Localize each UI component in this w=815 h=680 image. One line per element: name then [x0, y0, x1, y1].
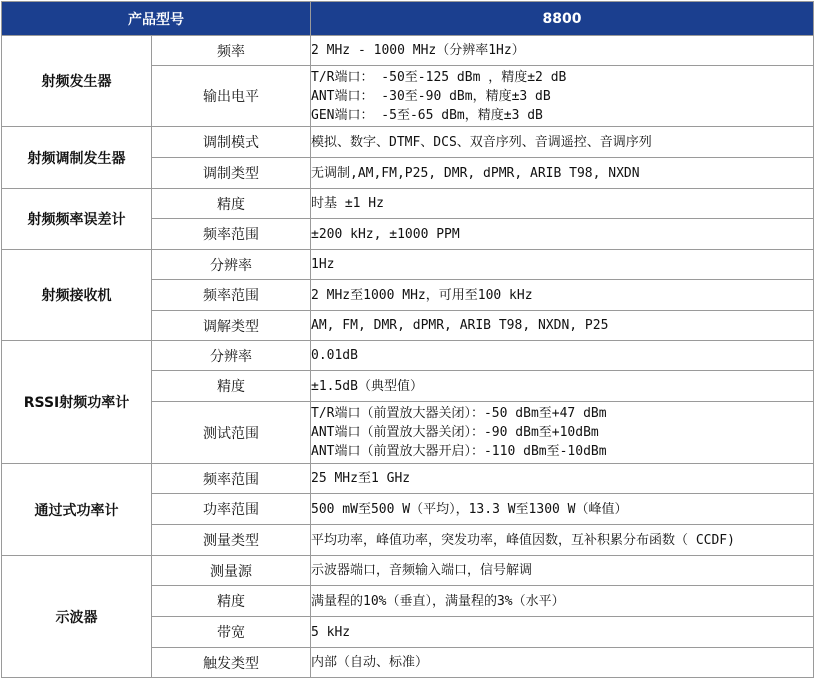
value-line: 2 MHz - 1000 MHz（分辨率1Hz）	[311, 43, 525, 58]
value-line: 500 mW至500 W（平均），13.3 W至1300 W（峰值）	[311, 501, 628, 517]
value-cell	[311, 341, 814, 371]
parameter-cell: 频率	[152, 36, 311, 66]
value-line: ±1.5dB（典型值）	[311, 378, 423, 394]
parameter-cell: 功率范围	[152, 494, 311, 525]
value-line: ±200 kHz, ±1000 PPM	[311, 226, 460, 242]
value-line: GEN端口： -5至-65 dBm，精度±3 dB	[311, 107, 543, 123]
value-line: 模拟、数字、DTMF、DCS、双音序列、音调遥控、音调序列	[311, 134, 652, 150]
value-line: 满量程的10%（垂直），满量程的3%（水平）	[311, 593, 565, 609]
value-cell	[311, 586, 814, 617]
value-cell	[311, 66, 814, 127]
parameter-cell: 测量源	[152, 556, 311, 586]
value-cell	[311, 648, 814, 678]
value-cell	[311, 464, 814, 494]
header-model-label: 产品型号	[2, 2, 311, 36]
value-line: ANT端口： -30至-90 dBm，精度±3 dB	[311, 88, 551, 104]
value-cell	[311, 36, 814, 66]
parameter-cell: 调解类型	[152, 311, 311, 341]
parameter-cell: 精度	[152, 189, 311, 219]
value-cell	[311, 158, 814, 189]
category-cell: 射频调制发生器	[2, 127, 152, 189]
parameter-cell: 频率范围	[152, 219, 311, 250]
spec-row	[2, 36, 814, 66]
value-line: 25 MHz至1 GHz	[311, 471, 411, 486]
header-row	[2, 2, 814, 36]
spec-table	[1, 1, 814, 678]
value-cell	[311, 525, 814, 556]
value-cell	[311, 219, 814, 250]
value-cell	[311, 371, 814, 402]
category-cell: RSSI射频功率计	[2, 341, 152, 464]
category-cell: 通过式功率计	[2, 464, 152, 556]
value-line: 平均功率，峰值功率，突发功率，峰值因数，互补积累分布函数（ CCDF)	[311, 532, 735, 548]
parameter-cell: 调制模式	[152, 127, 311, 158]
value-cell	[311, 494, 814, 525]
value-cell	[311, 280, 814, 311]
value-cell	[311, 189, 814, 219]
parameter-cell: 测量类型	[152, 525, 311, 556]
value-cell	[311, 556, 814, 586]
value-line: 2 MHz至1000 MHz，可用至100 kHz	[311, 287, 533, 303]
spec-row	[2, 341, 814, 371]
parameter-cell: 带宽	[152, 617, 311, 648]
value-line: 内部（自动、标准）	[311, 655, 429, 670]
spec-row	[2, 556, 814, 586]
category-cell: 射频接收机	[2, 250, 152, 341]
value-line: 1Hz	[311, 257, 335, 272]
value-line: 5 kHz	[311, 624, 351, 640]
value-line: 无调制,AM,FM,P25, DMR, dPMR, ARIB T98, NXDN	[311, 165, 640, 181]
parameter-cell: 精度	[152, 371, 311, 402]
parameter-cell: 分辨率	[152, 341, 311, 371]
value-line: T/R端口： -50至-125 dBm ，精度±2 dB	[311, 69, 567, 85]
parameter-cell: 分辨率	[152, 250, 311, 280]
parameter-cell: 输出电平	[152, 66, 311, 127]
spec-row	[2, 127, 814, 158]
category-cell: 射频频率误差计	[2, 189, 152, 250]
spec-row	[2, 189, 814, 219]
spec-body	[2, 36, 814, 678]
value-line: ANT端口（前置放大器关闭）：-90 dBm至+10dBm	[311, 425, 599, 440]
value-cell	[311, 311, 814, 341]
value-cell	[311, 127, 814, 158]
parameter-cell: 测试范围	[152, 402, 311, 464]
category-cell: 射频发生器	[2, 36, 152, 127]
value-line: T/R端口（前置放大器关闭）：-50 dBm至+47 dBm	[311, 406, 607, 421]
value-line: ANT端口（前置放大器开启）：-110 dBm至-10dBm	[311, 444, 607, 459]
parameter-cell: 触发类型	[152, 648, 311, 678]
value-cell	[311, 402, 814, 464]
spec-row	[2, 250, 814, 280]
category-cell: 示波器	[2, 556, 152, 678]
value-cell	[311, 617, 814, 648]
value-line: 0.01dB	[311, 348, 358, 363]
value-line: 示波器端口，音频输入端口，信号解调	[311, 563, 533, 578]
header-model-value: 8800	[311, 2, 814, 36]
parameter-cell: 调制类型	[152, 158, 311, 189]
parameter-cell: 精度	[152, 586, 311, 617]
parameter-cell: 频率范围	[152, 280, 311, 311]
parameter-cell: 频率范围	[152, 464, 311, 494]
value-line: 时基 ±1 Hz	[311, 196, 384, 211]
value-cell	[311, 250, 814, 280]
spec-row	[2, 464, 814, 494]
value-line: AM, FM, DMR, dPMR, ARIB T98, NXDN, P25	[311, 318, 609, 333]
